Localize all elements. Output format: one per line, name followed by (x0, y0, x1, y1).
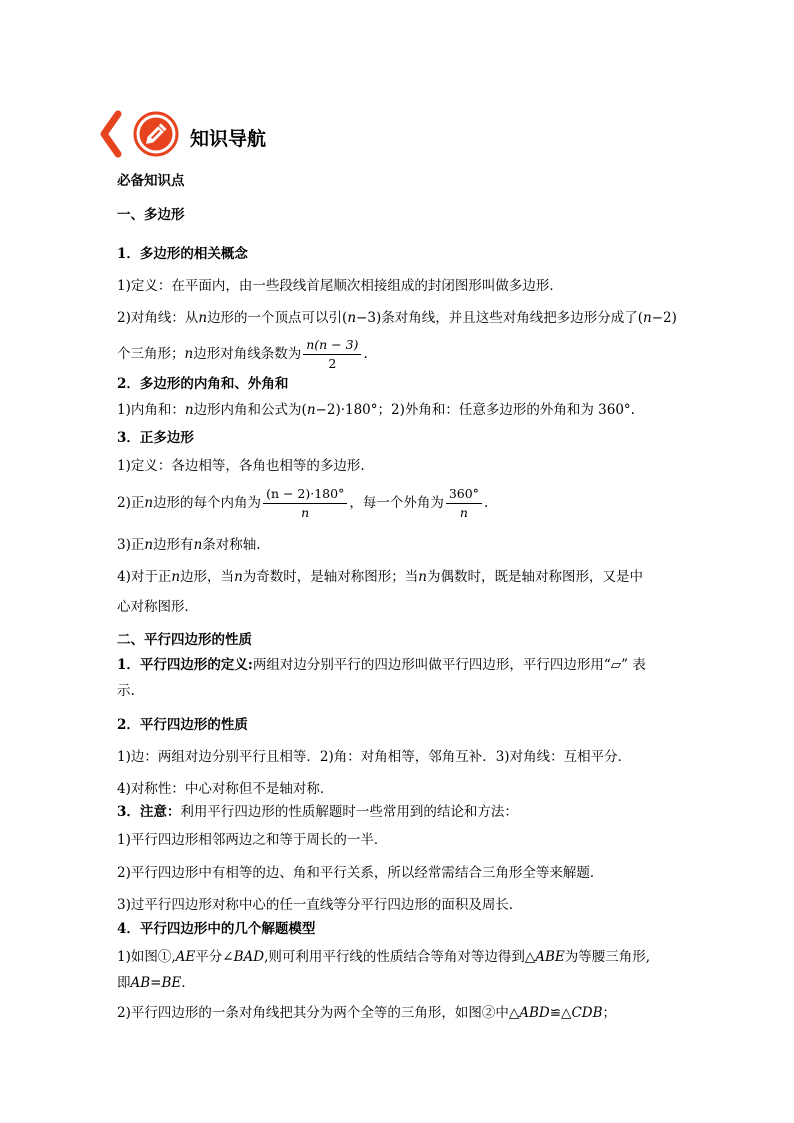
text: −3)条对角线，并且这些对角线把多边形分成了( (356, 310, 643, 326)
var-n: n (184, 346, 194, 362)
text: 3)正 (117, 537, 145, 553)
fraction-numerator: (n − 2)·180° (263, 486, 347, 504)
text: 个三角形； (117, 346, 185, 362)
var-n: n (347, 310, 357, 326)
text: 为偶数时，既是轴对称图形，又是中 (426, 569, 643, 585)
fraction-denominator: n (459, 505, 468, 520)
header-graphics (98, 108, 188, 164)
text: 4)对于正 (117, 569, 172, 585)
text: 边形有 (153, 537, 194, 553)
text: 边形，当 (180, 569, 235, 585)
text: 2)平行四边形的一条对角线把其分为两个全等的三角形，如图②中△ (117, 1005, 520, 1021)
text: 边形的一个顶点可以引( (207, 310, 348, 326)
symmetry-axis-line (117, 536, 261, 554)
text: ，每一个外角为 (349, 495, 444, 511)
section-1-title: 一、多边形 (117, 207, 185, 223)
section-2-title: 二、平行四边形的性质 (117, 632, 252, 648)
odd-even-line-cont: 心对称图形． (117, 599, 198, 615)
text: . (181, 975, 186, 991)
triangle-label: ABD (519, 1005, 550, 1021)
subsection-2-2-title: 2．平行四边形的性质 (117, 717, 248, 733)
note-item-1: 1)平行四边形相邻两边之和等于周长的一半． (117, 832, 388, 848)
diagonal-line (117, 309, 677, 327)
var-n: n (642, 310, 652, 326)
note-item-3: 3)过平行四边形对称中心的任一直线等分平行四边形的面积及周长． (117, 897, 523, 913)
odd-even-line (117, 568, 643, 586)
triangle-label: CDB (571, 1005, 603, 1021)
parallelogram-def-line-cont: 示. (117, 683, 135, 699)
fraction-denominator: 2 (328, 356, 337, 371)
text: ≌△ (549, 1005, 572, 1021)
text: 条对称轴. (202, 537, 261, 553)
subsection-1-1-title: 1．多边形的相关概念 (117, 246, 248, 262)
text: 利用平行四边形的性质解题时一些常用到的结论和方法： (180, 804, 518, 820)
text: −2)·180°；2)外角和：任意多边形的外角和为 360°. (315, 402, 635, 418)
text: ,则可利用平行线的性质结合等角对等边得到△ (264, 949, 536, 965)
var-n: n (171, 569, 181, 585)
text: 即 (117, 975, 131, 991)
text: . (483, 495, 489, 511)
var-n: n (193, 537, 203, 553)
chevron-left-icon (104, 114, 118, 154)
var-n: n (234, 569, 243, 585)
text: 为奇数时，是轴对称图形；当 (242, 569, 419, 585)
fraction-denominator: n (301, 505, 310, 520)
definition-line: 1)定义：在平面内，由一些段线首尾顺次相接组成的封闭图形叫做多边形． (117, 278, 563, 294)
property-line-2: 4)对称性：中心对称但不是轴对称． (117, 781, 334, 797)
fraction-numerator: 360° (446, 486, 482, 504)
var-n: n (198, 310, 208, 326)
text: 平分∠ (195, 949, 234, 965)
text: 边形对角线条数为 (193, 346, 302, 362)
subsection-1-3-title: 3．正多边形 (117, 430, 194, 446)
regular-angle-line (117, 482, 488, 524)
segment-label: AE (175, 949, 196, 965)
fraction (303, 337, 361, 372)
regular-def-line: 1)定义：各边相等，各角也相等的多边形. (117, 458, 365, 474)
text: 1)内角和： (117, 402, 185, 418)
text: 1)如图①, (117, 949, 176, 965)
var-n: n (306, 402, 316, 418)
note-item-2: 2)平行四边形中有相等的边、角和平行关系，所以经常需结合三角形全等来解题． (117, 865, 604, 881)
text: 2)对角线：从 (117, 310, 199, 326)
subsection-2-4-title: 4．平行四边形中的几个解题模型 (117, 921, 316, 937)
text: . (363, 346, 368, 362)
text: −2) (651, 310, 677, 326)
pencil-circle-icon (135, 113, 177, 155)
page-title: 知识导航 (190, 128, 267, 150)
section-header (98, 108, 358, 164)
var-n: n (184, 402, 194, 418)
exterior-angle-fraction (446, 486, 482, 521)
angle-label: BAD (233, 949, 265, 965)
bold-lead: 3．注意： (117, 804, 181, 820)
text: 边形的每个内角为 (153, 495, 262, 511)
text: 为等腰三角形, (564, 949, 651, 965)
triangle-label: ABE (535, 949, 565, 965)
text: ； (602, 1005, 617, 1021)
interior-angle-fraction (263, 486, 347, 521)
angle-sum-line (117, 401, 635, 419)
var-n: n (418, 569, 427, 585)
parallelogram-def-line (117, 656, 646, 674)
subtitle: 必备知识点 (117, 173, 185, 189)
var-n: n (144, 495, 154, 511)
diagonal-count-line (117, 334, 368, 374)
model-line-1-cont (117, 974, 186, 992)
equation: AB=BE (130, 975, 182, 991)
var-n: n (144, 537, 154, 553)
text: 边形内角和公式为( (193, 402, 307, 418)
model-line-2 (117, 1004, 616, 1022)
property-line-1: 1)边：两组对边分别平行且相等．2)角：对角相等，邻角互补．3)对角线：互相平分． (117, 749, 632, 765)
fraction-numerator: n(n − 3) (303, 337, 361, 355)
model-line-1 (117, 948, 650, 966)
note-line (117, 803, 518, 821)
text: 两组对边分别平行的四边形叫做平行四边形，平行四边形用“▱” 表 (252, 657, 646, 673)
text: 2)正 (117, 495, 145, 511)
subsection-1-2-title: 2．多边形的内角和、外角和 (117, 376, 289, 392)
bold-lead: 1．平行四边形的定义: (117, 657, 253, 673)
